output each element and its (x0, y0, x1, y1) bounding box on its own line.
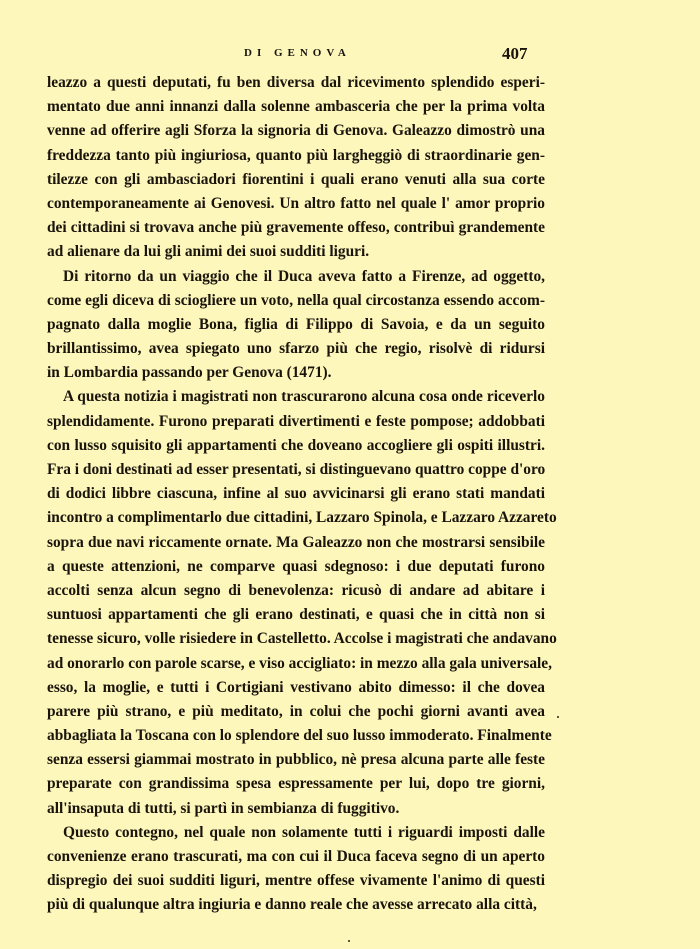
text-line: mentato due anni innanzi dalla solenne ambasceria che per la prima volta (47, 98, 545, 116)
text-line: sopra due navi riccamente ornate. Ma Galeazzo non che mostrarsi sensibile (47, 533, 545, 551)
text-line: più di qualunque altra ingiuria e danno reale che avesse arrecato alla città, (47, 896, 537, 914)
text-line: accolti senza alcun segno di benevolenza: ricusò di andare ad abitare i (47, 581, 545, 599)
text-line: venne ad offerire agli Sforza la signoria di Genova. Galeazzo dimostrò una (47, 122, 545, 140)
text-line: esso, la moglie, e tutti i Cortigiani vestivano abito dimesso: il che dovea (47, 678, 545, 696)
text-line: in Lombardia passando per Genova (1471). (47, 364, 332, 382)
print-speck (348, 940, 350, 942)
text-line: dei cittadini si trovava anche più gravemente offeso, contribuì grandemente (47, 219, 545, 237)
text-line: di dodici libbre ciascuna, infine al suo avvicinarsi gli erano stati mandati (47, 485, 545, 503)
paragraph (47, 265, 545, 386)
text-line: freddezza tanto più ingiuriosa, quanto più largheggiò di straordinarie gen- (47, 146, 545, 164)
text-line: a queste attenzioni, ne comparve quasi sdegnoso: i due deputati furono (47, 557, 545, 575)
paragraph (47, 385, 557, 820)
text-line: pagnato dalla moglie Bona, figlia di Filippo di Savoia, e da un seguito (47, 315, 545, 333)
print-speck (557, 716, 559, 718)
text-line: preparate con grandissima spesa espressamente per lui, dopo tre giorni, (47, 775, 545, 793)
text-line: suntuosi appartamenti che gli erano destinati, e quasi che in città non si (47, 606, 545, 624)
page-number: 407 (502, 44, 528, 63)
text-line: tenesse sicuro, volle risiedere in Castelletto. Accolse i magistrati che andavano (47, 630, 557, 648)
text-line: con lusso squisito gli appartamenti che doveano accogliere gli ospiti illustri. (47, 436, 545, 454)
text-line: Fra i doni destinati ad esser presentati, si distinguevano quattro coppe d'oro (47, 461, 546, 478)
running-head: DI GENOVA (244, 47, 351, 59)
text-line: ad alienare da lui gli animi dei suoi sudditi liguri. (47, 243, 370, 261)
text-line: contemporaneamente ai Genovesi. Un altro fatto nel quale l' amor proprio (47, 194, 545, 212)
text-line: splendidamente. Furono preparati divertimenti e feste pompose; addobbati (47, 412, 545, 430)
text-line: come egli diceva di sciogliere un voto, nella qual circostanza essendo accom- (47, 291, 545, 309)
text-line: ad onorarlo con parole scarse, e viso accigliato: in mezzo alla gala universale, (47, 654, 552, 672)
text-line: brillantissimo, avea spiegato uno sfarzo più che regio, risolvè di ridursi (47, 340, 545, 358)
text-line: all'insaputa di tutti, si partì in sembianza di fuggitivo. (47, 799, 400, 817)
text-line: convenienze erano trascurati, ma con cui il Duca faceva segno di un aperto (47, 848, 545, 865)
text-line: Questo contegno, nel quale non solamente tutti i riguardi imposti dalle (63, 823, 545, 841)
paragraph (47, 821, 545, 918)
body-text (47, 71, 557, 918)
text-line: senza essersi giammai mostrato in pubblico, nè presa alcuna parte alle feste (47, 751, 545, 769)
text-line: A questa notizia i magistrati non trascurarono alcuna cosa onde riceverlo (63, 388, 545, 406)
text-line: leazzo a questi deputati, fu ben diversa dal ricevimento splendido esperi- (47, 74, 545, 91)
paragraph (47, 71, 545, 265)
text-line: dispregio dei suoi sudditi liguri, mentre offese vivamente l'animo di questi (47, 872, 545, 890)
text-line: tilezze con gli ambasciadori fiorentini i quali erano venuti alla sua corte (47, 170, 545, 188)
text-line: Di ritorno da un viaggio che il Duca aveva fatto a Firenze, ad oggetto, (63, 267, 545, 285)
text-line: abbagliata la Toscana con lo splendore del suo lusso immoderato. Finalmente (47, 727, 552, 745)
text-line: incontro a complimentarlo due cittadini, Lazzaro Spinola, e Lazzaro Azzareto (47, 509, 557, 527)
text-line: parere più strano, e più meditato, in colui che pochi giorni avanti avea (47, 702, 545, 720)
